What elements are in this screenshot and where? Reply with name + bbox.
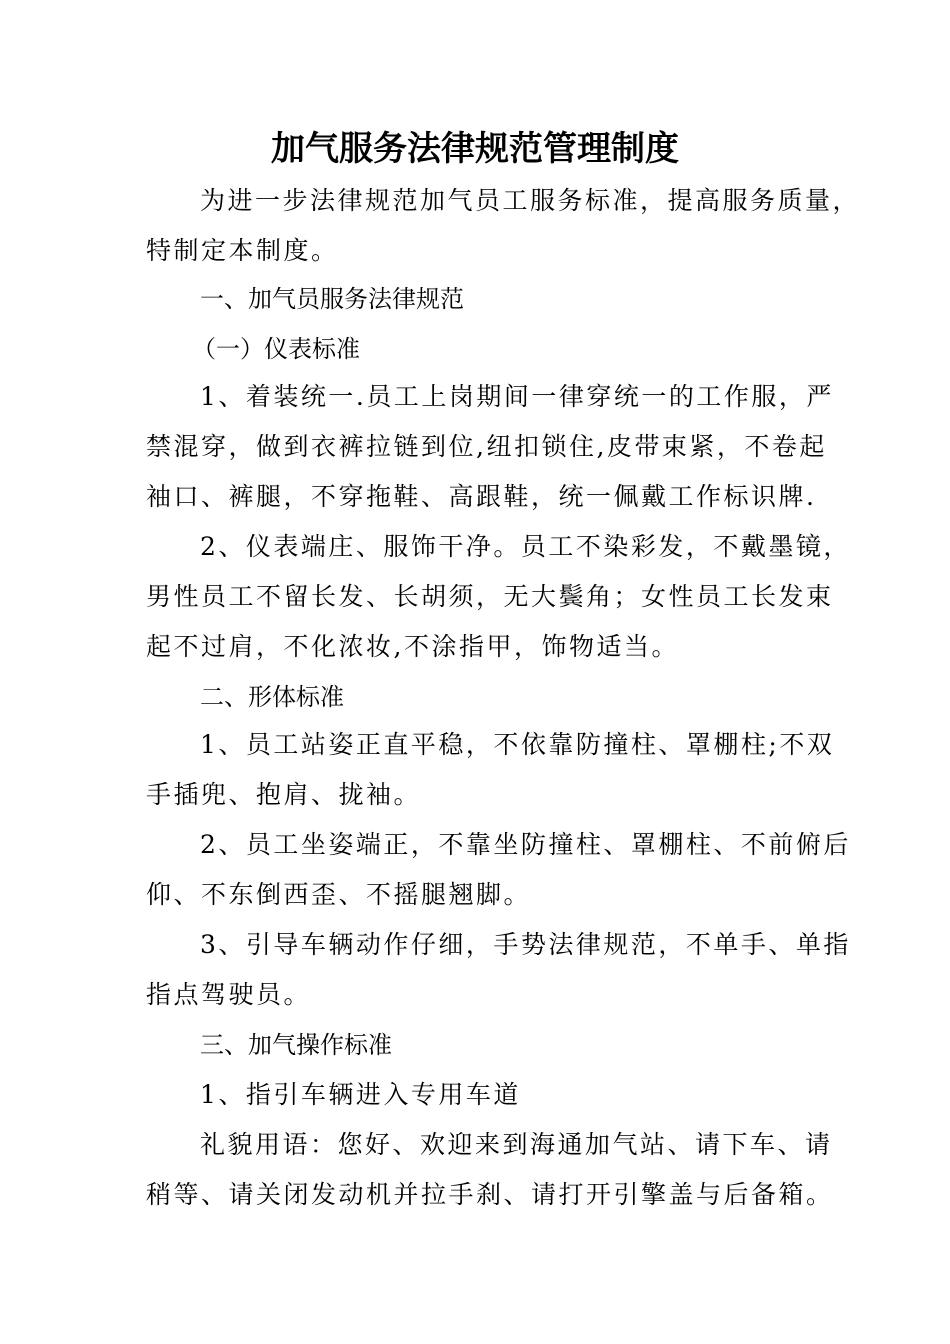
posture-item-3 [146, 920, 851, 1020]
appearance-item-1 [146, 372, 834, 522]
posture-item-1 [146, 720, 835, 820]
appearance-item-2-line-1: 2、仪表端庄、服饰干净。员工不染彩发，不戴墨镜， [200, 532, 851, 561]
subsection-1-heading: （一）仪表标准 [192, 335, 360, 363]
operation-item-1-line-1: 1、指引车辆进入专用车道 [200, 1080, 521, 1109]
posture-item-2-line-1: 2、员工坐姿端正，不靠坐防撞柱、罩棚柱、不前俯后 [200, 830, 851, 859]
intro-line-1: 为进一步法律规范加气员工服务标准，提高服务质量， [200, 186, 861, 215]
polite-phrases [146, 1120, 834, 1220]
posture-item-2 [146, 820, 851, 920]
operation-item-1 [146, 1070, 816, 1120]
posture-item-1-line-2: 手插兜、抱肩、拢袖。 [146, 780, 422, 809]
section-3-heading: 三、加气操作标准 [200, 1031, 392, 1059]
appearance-item-1-line-2: 禁混穿，做到衣裤拉链到位,纽扣锁住,皮带束紧，不卷起 [146, 432, 827, 461]
appearance-item-2-line-2: 男性员工不留长发、长胡须，无大鬓角；女性员工长发束 [146, 582, 834, 611]
posture-item-2-line-2: 仰、不东倒西歪、不摇腿翘脚。 [146, 880, 532, 909]
appearance-item-2 [146, 522, 851, 672]
polite-phrases-line-1: 礼貌用语：您好、欢迎来到海通加气站、请下车、请 [200, 1130, 833, 1159]
section-1-heading: 一、加气员服务法律规范 [200, 285, 464, 313]
intro-line-2: 特制定本制度。 [146, 236, 339, 265]
intro-paragraph [146, 176, 861, 276]
polite-phrases-line-2: 稍等、请关闭发动机并拉手刹、请打开引擎盖与后备箱。 [146, 1180, 834, 1209]
appearance-item-2-line-3: 起不过肩，不化浓妆,不涂指甲，饰物适当。 [146, 632, 679, 661]
section-2-heading: 二、形体标准 [200, 683, 344, 711]
document-title: 加气服务法律规范管理制度 [271, 129, 679, 169]
posture-item-1-line-1: 1、员工站姿正直平稳，不依靠防撞柱、罩棚柱;不双 [200, 730, 835, 759]
posture-item-3-line-1: 3、引导车辆动作仔细，手势法律规范，不单手、单指 [200, 930, 851, 959]
appearance-item-1-line-1: 1、着装统一.员工上岗期间一律穿统一的工作服，严 [200, 382, 834, 411]
posture-item-3-line-2: 指点驾驶员。 [146, 980, 312, 1009]
appearance-item-1-line-3: 袖口、裤腿，不穿拖鞋、高跟鞋，统一佩戴工作标识牌. [146, 482, 817, 511]
